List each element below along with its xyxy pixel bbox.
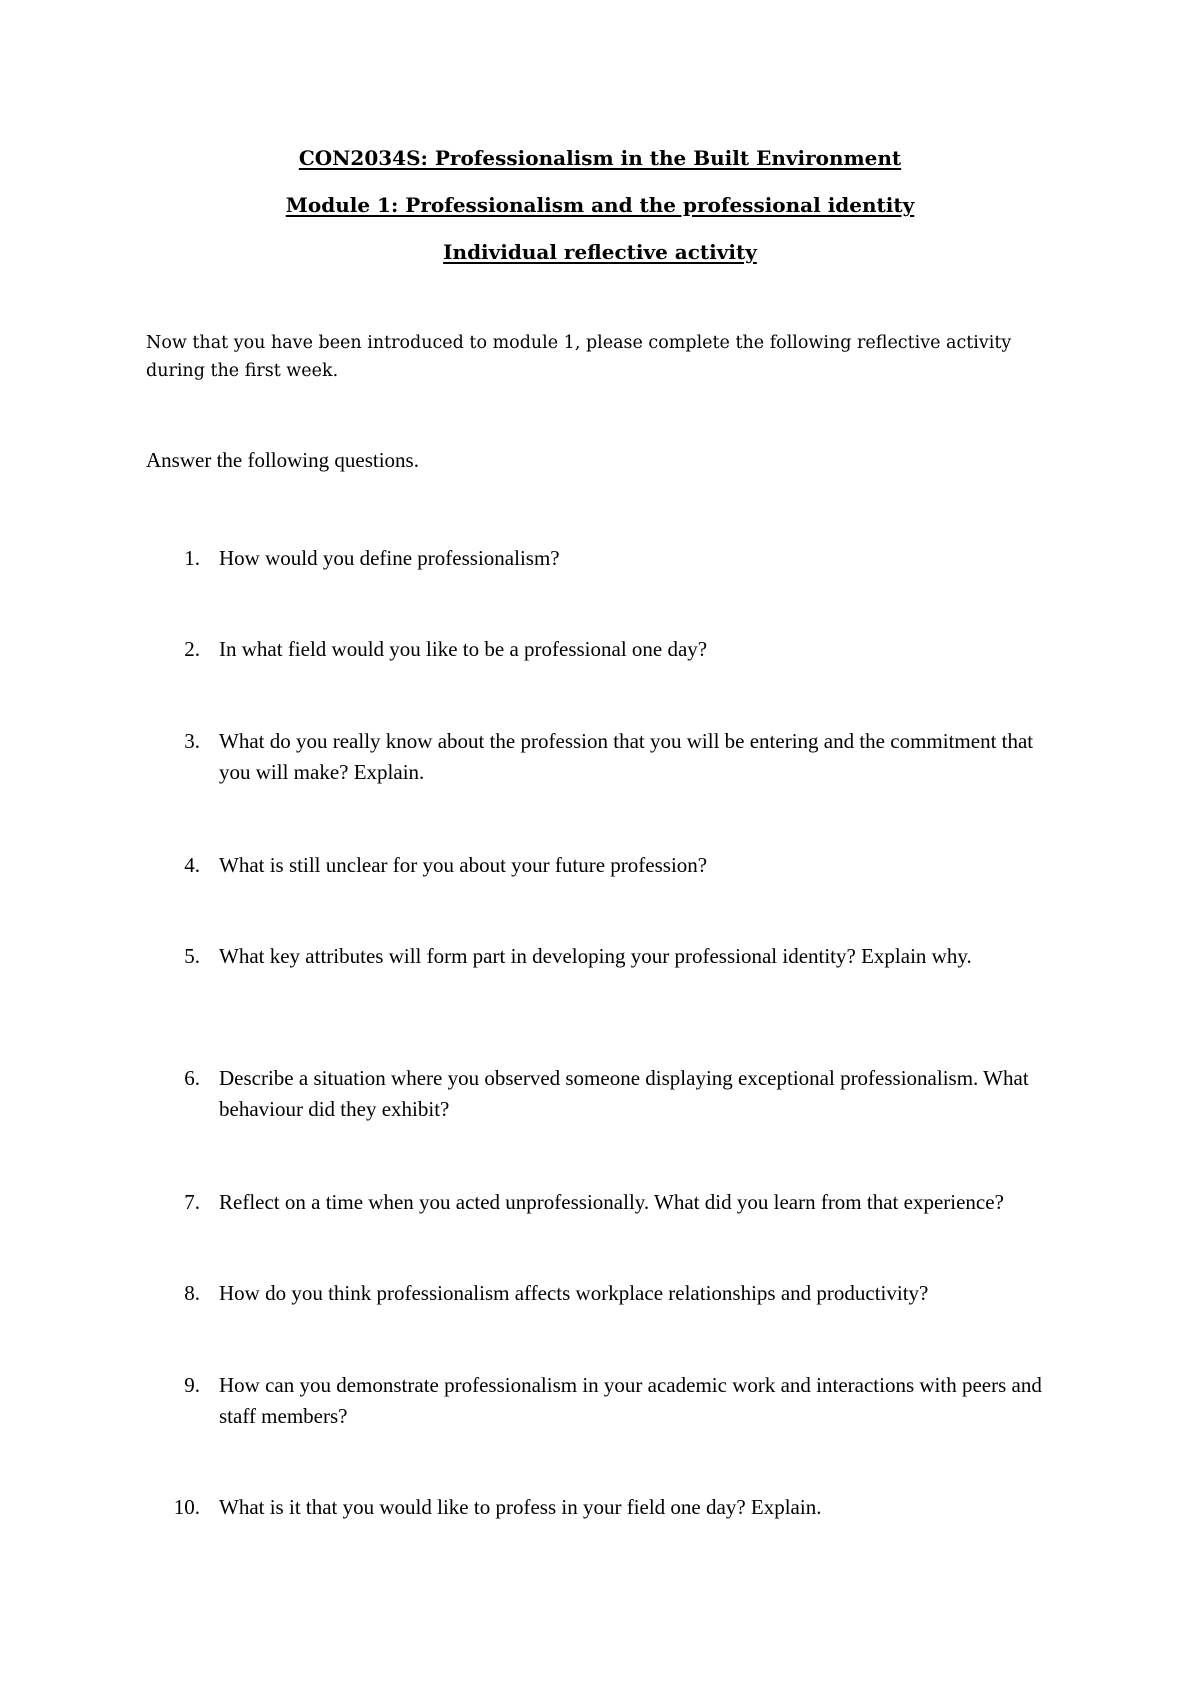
question-number: 9. — [184, 1373, 200, 1397]
question-text: What do you really know about the profession that you will be entering and the commitment that you will make? Explain. — [219, 729, 1034, 784]
question-text: How can you demonstrate professionalism in your academic work and interactions with peers and staff members? — [219, 1373, 1042, 1428]
question-number: 5. — [184, 944, 200, 968]
question-text: What is it that you would like to profess in your field one day? Explain. — [219, 1495, 822, 1519]
question-text: In what field would you like to be a professional one day? — [219, 637, 708, 661]
course-title: CON2034S: Professionalism in the Built Environment — [298, 146, 902, 170]
question-text: What is still unclear for you about your future profession? — [219, 853, 708, 877]
question-text: Reflect on a time when you acted unprofessionally. What did you learn from that experience? — [219, 1190, 1004, 1214]
activity-title: Individual reflective activity — [443, 240, 757, 264]
question-number: 3. — [184, 729, 200, 753]
question-number: 6. — [184, 1066, 200, 1090]
instruction-text: Answer the following questions. — [146, 448, 419, 472]
question-text: What key attributes will form part in developing your professional identity? Explain why. — [219, 944, 972, 968]
question-number: 10. — [173, 1495, 200, 1519]
question-number: 4. — [184, 853, 200, 877]
module-title: Module 1: Professionalism and the professional identity — [285, 193, 915, 217]
question-number: 2. — [184, 637, 200, 661]
question-number: 8. — [184, 1281, 200, 1305]
question-text: How do you think professionalism affects workplace relationships and productivity? — [219, 1281, 929, 1305]
question-text: Describe a situation where you observed someone displaying exceptional professionalism. What behaviour did they exhibit? — [219, 1066, 1029, 1121]
question-number: 1. — [184, 546, 200, 570]
intro-paragraph: Now that you have been introduced to module 1, please complete the following reflective activity during the first week. — [146, 333, 1012, 381]
question-text: How would you define professionalism? — [219, 546, 560, 570]
question-number: 7. — [184, 1190, 200, 1214]
